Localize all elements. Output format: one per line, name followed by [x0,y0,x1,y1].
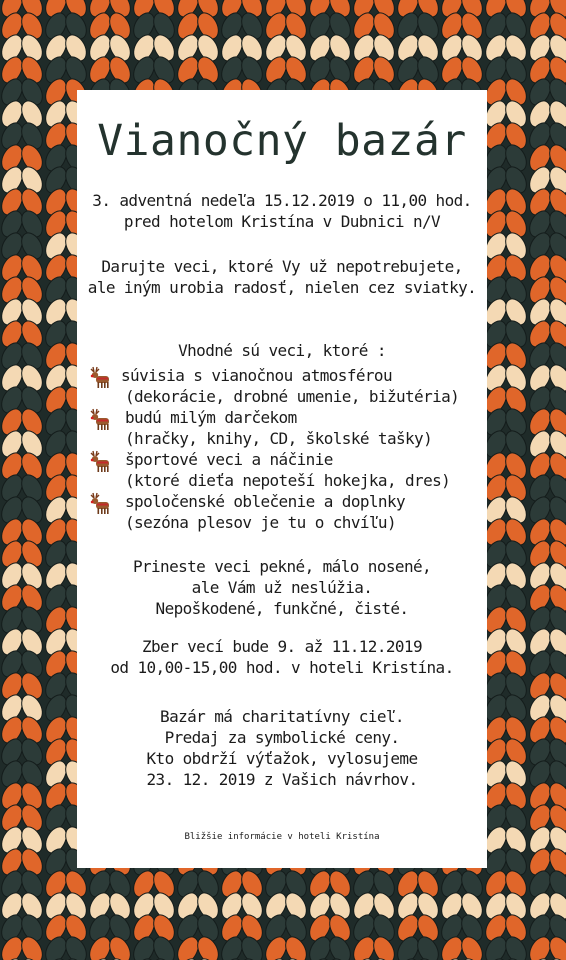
list-item [87,405,487,447]
suitable-heading: Vhodné sú veci, ktoré : [178,341,386,360]
donate-block [83,256,481,298]
reindeer-icon [87,365,113,389]
list-item [87,489,487,531]
item-title: súvisia s vianočnou atmosférou [121,366,392,385]
item-detail: (sezóna plesov je tu o chvíľu) [125,513,396,532]
item-detail: (dekorácie, drobné umenie, bižutéria) [125,387,460,406]
item-detail: (hračky, knihy, CD, školské tašky) [125,429,433,448]
list-item [87,363,487,405]
bring-line: Nepoškodené, funkčné, čisté. [155,599,409,618]
bring-line: Prineste veci pekné, málo nosené, [132,557,432,576]
footer-note: Bližšie informácie v hoteli Kristína [184,832,380,842]
reindeer-icon [87,407,113,431]
poster-card [77,90,487,868]
date-line: 3. adventná nedeľa 15.12.2019 o 11,00 hod. [92,191,472,210]
item-detail: (ktoré dieťa nepoteší hokejka, dres) [125,471,451,490]
reindeer-icon [87,491,113,515]
charity-block [83,706,481,790]
poster-title: Vianočný bazár [97,116,467,166]
bring-block [83,556,481,619]
collection-line: od 10,00-15,00 hod. v hoteli Kristína. [110,658,454,677]
charity-line: Predaj za symbolické ceny. [164,728,400,747]
donate-line: Darujte veci, ktoré Vy už nepotrebujete, [101,257,463,276]
reindeer-icon [87,449,113,473]
charity-line: Kto obdrží výťažok, vylosujeme [146,749,418,768]
donate-line: ale iným urobia radosť, nielen cez sviatky. [87,278,477,297]
location-line: pred hotelom Kristína v Dubnici n/V [123,212,441,231]
date-block [83,190,481,232]
item-title: budú milým darčekom [125,408,297,427]
charity-line: Bazár má charitatívny cieľ. [160,707,404,726]
bring-line: ale Vám už neslúžia. [191,578,373,597]
charity-line: 23. 12. 2019 z Vašich návrhov. [146,770,418,789]
collection-line: Zber vecí bude 9. až 11.12.2019 [141,637,423,656]
list-item [87,447,487,489]
item-title: spoločenské oblečenie a doplnky [125,492,406,511]
item-title: športové veci a náčinie [125,450,333,469]
collection-block [83,636,481,678]
